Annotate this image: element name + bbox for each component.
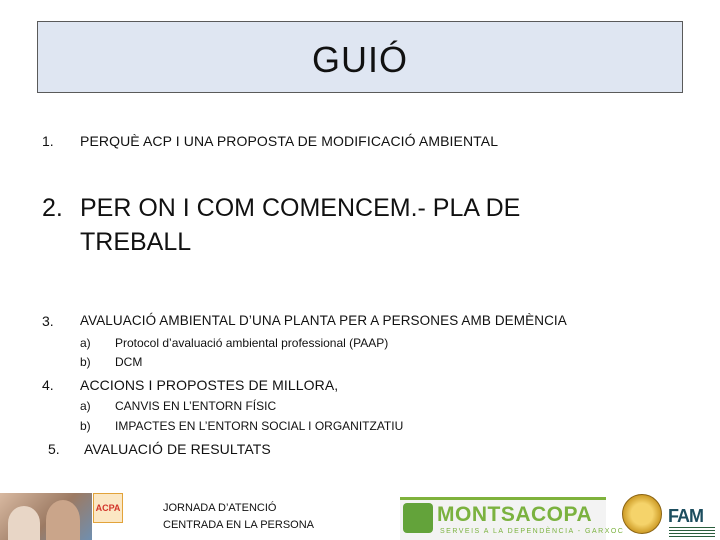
item-5-number: 5.	[48, 441, 60, 457]
item-3-sub-a-letter: a)	[80, 336, 91, 350]
item-4-sub-a-letter: a)	[80, 399, 91, 413]
item-4-sub-b-letter: b)	[80, 419, 91, 433]
item-1-text: PERQUÈ ACP I UNA PROPOSTA DE MODIFICACIÓ AMBIENTAL	[80, 133, 499, 149]
jornada-line2: CENTRADA EN LA PERSONA	[163, 519, 314, 531]
montsacopa-logo: MONTSACOPA	[437, 503, 593, 526]
item-3-sub-b-letter: b)	[80, 355, 91, 369]
item-4-sub-a-text: CANVIS EN L’ENTORN FÍSIC	[115, 399, 277, 413]
montsacopa-subtitle: SERVEIS A LA DEPENDÈNCIA - GARXOC	[440, 528, 625, 535]
item-5-text: AVALUACIÓ DE RESULTATS	[84, 441, 271, 457]
item-1-number: 1.	[42, 133, 54, 149]
title-box	[37, 21, 683, 93]
item-3-number: 3.	[42, 313, 54, 329]
page-title: GUIÓ	[311, 39, 408, 80]
fam-logo-lines	[669, 527, 715, 537]
montsacopa-icon	[403, 503, 433, 533]
item-2-number: 2.	[42, 194, 63, 222]
item-2-text-line2: TREBALL	[80, 228, 192, 256]
item-4-sub-b-text: IMPACTES EN L’ENTORN SOCIAL I ORGANITZATIU	[115, 419, 404, 433]
fam-logo: FAM	[668, 506, 703, 526]
item-4-number: 4.	[42, 377, 54, 393]
person-figure	[46, 500, 80, 540]
person-figure	[8, 506, 40, 540]
acpa-logo: ACPA	[93, 493, 123, 523]
item-3-sub-a-text: Protocol d’avaluació ambiental professional (PAAP)	[115, 336, 389, 350]
item-4-text: ACCIONS I PROPOSTES DE MILLORA,	[80, 377, 339, 393]
jornada-caption	[163, 500, 314, 534]
gold-seal-icon	[622, 494, 662, 534]
item-3-sub-b-text: DCM	[115, 355, 143, 369]
jornada-line1: JORNADA D’ATENCIÓ	[163, 502, 277, 514]
item-3-text: AVALUACIÓ AMBIENTAL D’UNA PLANTA PER A PERSONES AMB DEMÈNCIA	[80, 313, 567, 328]
item-2-text-line1: PER ON I COM COMENCEM.- PLA DE	[80, 194, 521, 222]
